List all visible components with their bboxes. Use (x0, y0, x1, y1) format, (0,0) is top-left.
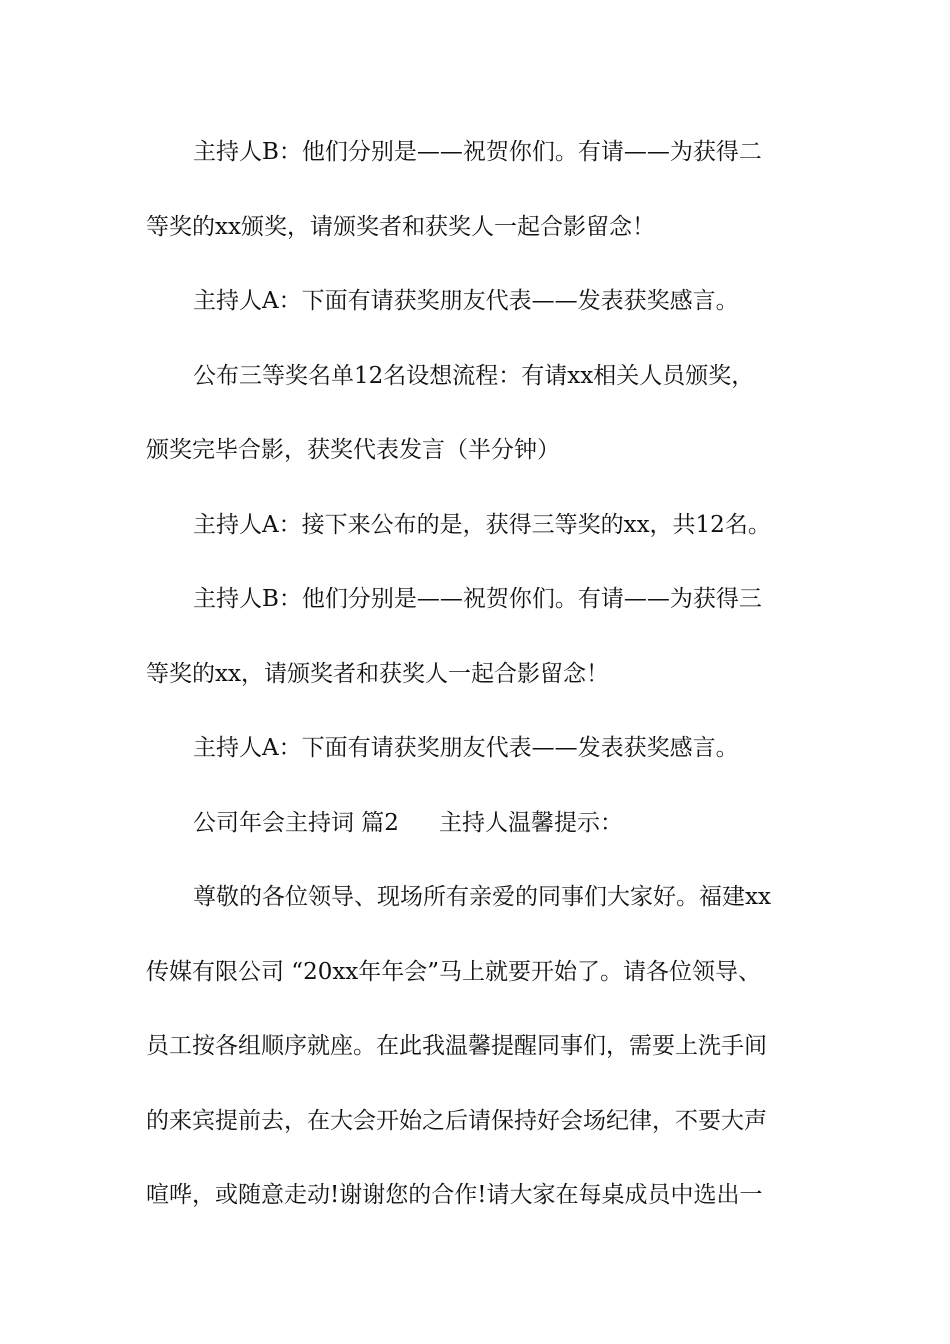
paragraph-line: 传媒有限公司 “20xx年年会”马上就要开始了。请各位领导、 (146, 958, 762, 985)
document-body (146, 130, 826, 1248)
paragraph-line: 尊敬的各位领导、现场所有亲爱的同事们大家好。福建xx (193, 884, 771, 910)
section-heading-subtitle: 主持人温馨提示： (438, 809, 623, 836)
paragraph-line: 主持人B：他们分别是——祝贺你们。有请——为获得三 (193, 586, 762, 612)
paragraph-line: 公布三等奖名单12名设想流程：有请xx相关人员颁奖， (193, 362, 755, 389)
paragraph-line: 喧哗，或随意走动!谢谢您的合作!请大家在每桌成员中选出一 (146, 1182, 763, 1208)
paragraph-line: 主持人A：下面有请获奖朋友代表——发表获奖感言。 (193, 735, 739, 761)
paragraph-line: 颁奖完毕合影，获奖代表发言（半分钟） (146, 437, 560, 463)
paragraph-line: 主持人B：他们分别是——祝贺你们。有请——为获得二 (193, 139, 762, 165)
section-heading (146, 801, 826, 876)
paragraph-line: 等奖的xx颁奖，请颁奖者和获奖人一起合影留念！ (146, 213, 655, 240)
paragraph-line: 主持人A：接下来公布的是，获得三等奖的xx，共12名。 (193, 511, 771, 538)
paragraph-line: 的来宾提前去，在大会开始之后请保持好会场纪律，不要大声 (146, 1107, 767, 1134)
paragraph-line: 主持人A：下面有请获奖朋友代表——发表获奖感言。 (193, 288, 739, 314)
paragraph-line: 等奖的xx，请颁奖者和获奖人一起合影留念！ (146, 660, 609, 687)
section-heading-title: 公司年会主持词 篇2 (193, 809, 399, 836)
paragraph-line: 员工按各组顺序就座。在此我温馨提醒同事们，需要上洗手间 (146, 1033, 767, 1059)
